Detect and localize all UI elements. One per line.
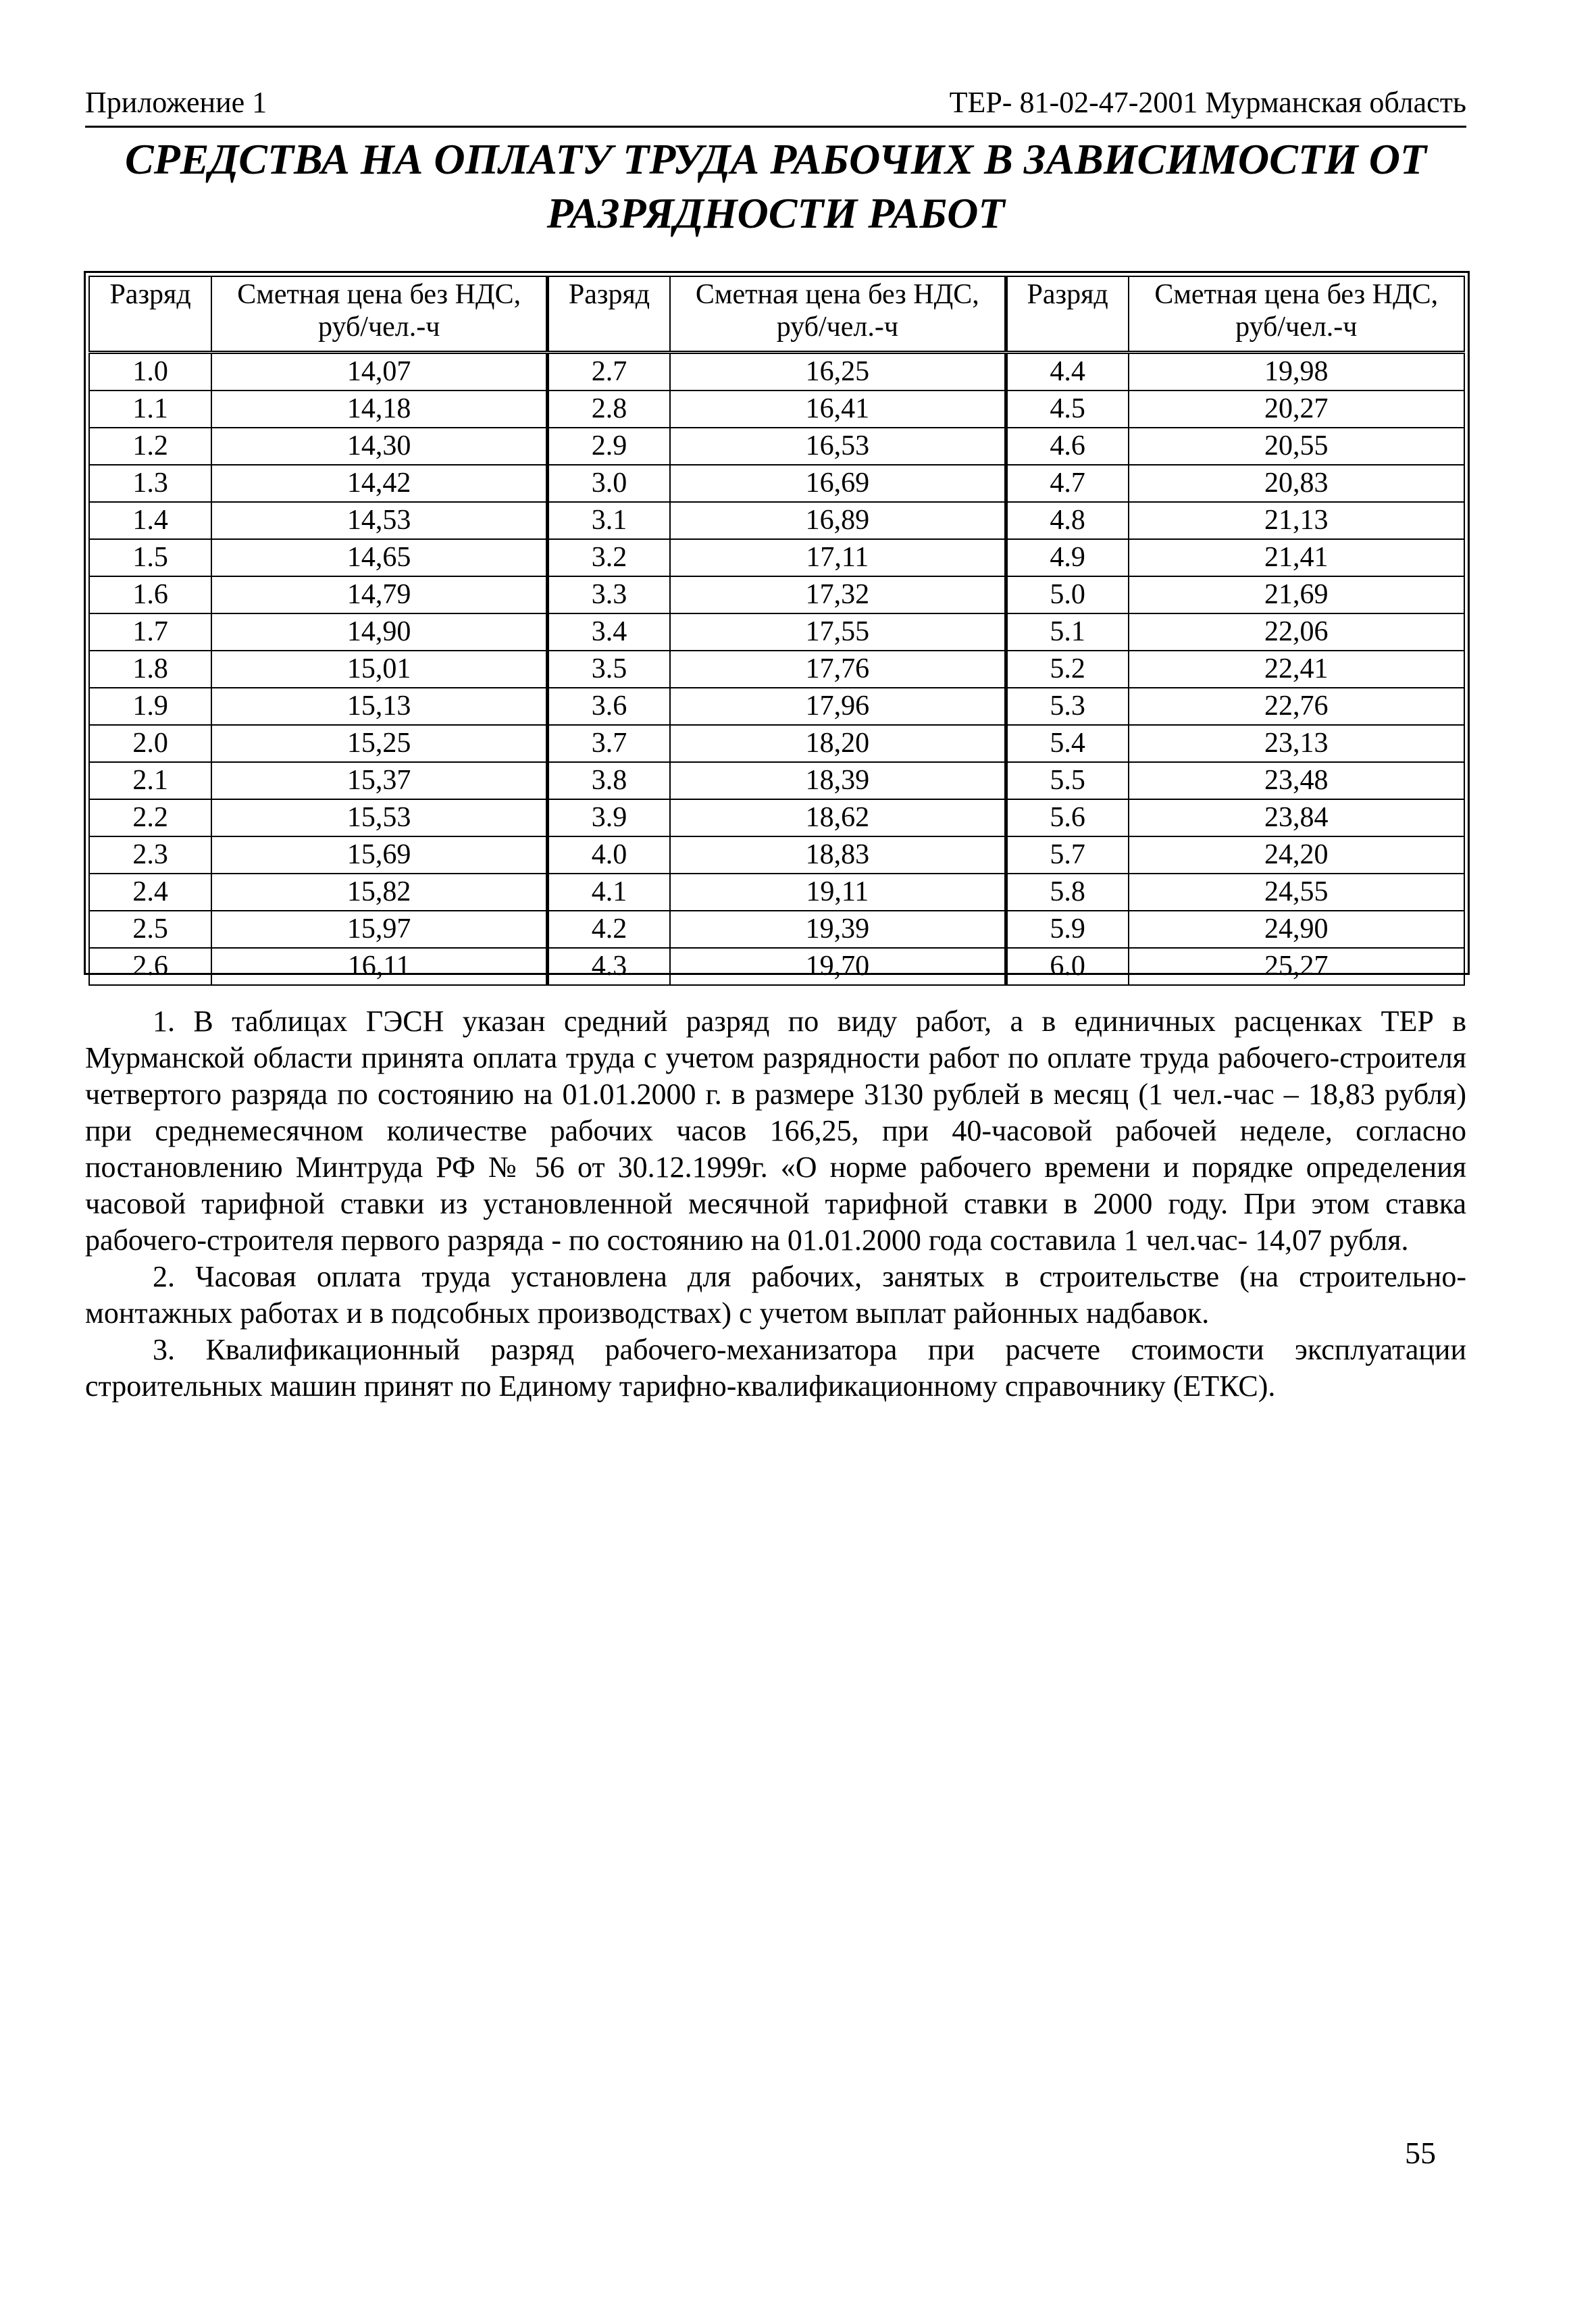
document-code: ТЕР- 81-02-47-2001 Мурманская область [949,86,1466,119]
grade-cell: 4.3 [548,948,670,985]
price-cell: 18,20 [670,725,1006,762]
note-2: 2. Часовая оплата труда установлена для рабочих, занятых в строительстве (на строительно-монтажных работах и в подсобных производствах) с учетом выплат районных надбавок. [85,1260,1466,1330]
grade-cell: 1.1 [89,391,211,428]
grade-cell: 4.8 [1006,502,1128,539]
grade-cell: 2.1 [89,762,211,799]
price-cell: 18,62 [670,799,1006,836]
price-cell: 15,25 [211,725,547,762]
price-cell: 15,37 [211,762,547,799]
table-row [89,502,1464,539]
table-row [89,352,1464,391]
grade-cell: 3.1 [548,502,670,539]
price-cell: 16,11 [211,948,547,985]
table-row [89,799,1464,836]
table-row [89,836,1464,874]
table-row [89,576,1464,613]
table-row [89,911,1464,948]
grade-cell: 3.5 [548,651,670,688]
header-price-3: Сметная цена без НДС, руб/чел.-ч [1129,276,1464,352]
price-cell: 18,83 [670,836,1006,874]
price-cell: 16,25 [670,352,1006,391]
grade-cell: 1.0 [89,352,211,391]
grade-cell: 5.0 [1006,576,1128,613]
price-cell: 14,53 [211,502,547,539]
grade-cell: 4.0 [548,836,670,874]
price-cell: 14,42 [211,465,547,502]
header-grade-2: Разряд [548,276,670,352]
header-grade-3: Разряд [1006,276,1128,352]
price-cell: 19,98 [1129,352,1464,391]
price-cell: 14,90 [211,613,547,651]
grade-cell: 2.8 [548,391,670,428]
price-cell: 19,70 [670,948,1006,985]
grade-cell: 4.5 [1006,391,1128,428]
table-body [89,352,1464,985]
price-cell: 20,55 [1129,428,1464,465]
price-cell: 14,30 [211,428,547,465]
price-cell: 20,83 [1129,465,1464,502]
price-cell: 15,82 [211,874,547,911]
price-cell: 17,55 [670,613,1006,651]
price-cell: 23,84 [1129,799,1464,836]
table-row [89,948,1464,985]
grade-cell: 4.6 [1006,428,1128,465]
notes-section [85,1003,1466,1405]
table-row [89,874,1464,911]
price-cell: 18,39 [670,762,1006,799]
price-cell: 15,97 [211,911,547,948]
table-row [89,539,1464,576]
grade-cell: 1.7 [89,613,211,651]
grade-cell: 4.9 [1006,539,1128,576]
grade-cell: 2.2 [89,799,211,836]
table-row [89,651,1464,688]
appendix-label: Приложение 1 [85,86,267,119]
grade-cell: 2.7 [548,352,670,391]
grade-cell: 1.9 [89,688,211,725]
price-cell: 19,39 [670,911,1006,948]
table-row [89,428,1464,465]
grade-cell: 5.3 [1006,688,1128,725]
table-row [89,391,1464,428]
price-cell: 15,69 [211,836,547,874]
grade-cell: 3.3 [548,576,670,613]
title-line-1: СРЕДСТВА НА ОПЛАТУ ТРУДА РАБОЧИХ В ЗАВИСИМОСТИ ОТ [125,135,1426,183]
price-cell: 17,96 [670,688,1006,725]
grade-cell: 4.7 [1006,465,1128,502]
header-grade-1: Разряд [89,276,211,352]
price-cell: 23,13 [1129,725,1464,762]
note-3: 3. Квалификационный разряд рабочего-механизатора при расчете стоимости эксплуатации строительных машин принят по Единому тарифно-квалификационному справочнику (ЕТКС). [85,1333,1466,1403]
grade-cell: 2.9 [548,428,670,465]
price-cell: 24,90 [1129,911,1464,948]
grade-cell: 4.2 [548,911,670,948]
table-row [89,762,1464,799]
grade-cell: 4.1 [548,874,670,911]
table-header-row [89,276,1464,352]
price-cell: 24,20 [1129,836,1464,874]
price-cell: 15,53 [211,799,547,836]
title-line-2: РАЗРЯДНОСТИ РАБОТ [546,189,1005,237]
grade-cell: 5.8 [1006,874,1128,911]
grade-cell: 1.2 [89,428,211,465]
price-cell: 14,79 [211,576,547,613]
grade-cell: 2.3 [89,836,211,874]
grade-cell: 3.2 [548,539,670,576]
page-title [85,132,1466,241]
header-price-2: Сметная цена без НДС, руб/чел.-ч [670,276,1006,352]
grade-cell: 2.5 [89,911,211,948]
grade-cell: 1.8 [89,651,211,688]
grade-cell: 3.8 [548,762,670,799]
price-cell: 17,32 [670,576,1006,613]
rates-table-frame [84,271,1470,982]
price-cell: 25,27 [1129,948,1464,985]
grade-cell: 4.4 [1006,352,1128,391]
table-row [89,688,1464,725]
page-number: 55 [1405,2136,1436,2170]
price-cell: 16,53 [670,428,1006,465]
rates-table [88,276,1465,986]
grade-cell: 5.4 [1006,725,1128,762]
price-cell: 17,76 [670,651,1006,688]
grade-cell: 5.1 [1006,613,1128,651]
grade-cell: 5.9 [1006,911,1128,948]
grade-cell: 1.3 [89,465,211,502]
price-cell: 14,65 [211,539,547,576]
grade-cell: 5.7 [1006,836,1128,874]
grade-cell: 2.6 [89,948,211,985]
grade-cell: 5.5 [1006,762,1128,799]
price-cell: 17,11 [670,539,1006,576]
price-cell: 22,06 [1129,613,1464,651]
grade-cell: 5.2 [1006,651,1128,688]
grade-cell: 3.9 [548,799,670,836]
table-row [89,613,1464,651]
grade-cell: 1.5 [89,539,211,576]
price-cell: 22,76 [1129,688,1464,725]
price-cell: 14,18 [211,391,547,428]
grade-cell: 3.4 [548,613,670,651]
grade-cell: 5.6 [1006,799,1128,836]
price-cell: 21,41 [1129,539,1464,576]
price-cell: 23,48 [1129,762,1464,799]
table-row [89,725,1464,762]
table-row [89,465,1464,502]
header-price-1: Сметная цена без НДС, руб/чел.-ч [211,276,547,352]
grade-cell: 2.0 [89,725,211,762]
price-cell: 14,07 [211,352,547,391]
price-cell: 16,41 [670,391,1006,428]
grade-cell: 3.6 [548,688,670,725]
price-cell: 21,13 [1129,502,1464,539]
price-cell: 16,89 [670,502,1006,539]
grade-cell: 2.4 [89,874,211,911]
grade-cell: 1.4 [89,502,211,539]
price-cell: 24,55 [1129,874,1464,911]
grade-cell: 1.6 [89,576,211,613]
grade-cell: 3.7 [548,725,670,762]
price-cell: 22,41 [1129,651,1464,688]
grade-cell: 6.0 [1006,948,1128,985]
price-cell: 16,69 [670,465,1006,502]
price-cell: 15,01 [211,651,547,688]
grade-cell: 3.0 [548,465,670,502]
note-1: 1. В таблицах ГЭСН указан средний разряд по виду работ, а в единичных расценках ТЕР в Мурманской области принята оплата труда с учетом разрядности работ по оплате труда рабочего-строителя четвертого разряда по состоянию на 01.01.2000 г. в размере 3130 рублей в месяц (1 чел.-час – 18,83 рубля) при среднемесячном количестве рабочих часов 166,25, при 40-часовой рабочей неделе, согласно постановлению Минтруда РФ № 56 от 30.12.1999г. «О норме рабочего времени и порядке определения часовой тарифной ставки из установленной месячной тарифной ставки в 2000 году. При этом ставка рабочего-строителя первого разряда - по состоянию на 01.01.2000 года составила 1 чел.час- 14,07 рубля. [85,1005,1466,1257]
page-header [85,80,1466,128]
price-cell: 20,27 [1129,391,1464,428]
price-cell: 15,13 [211,688,547,725]
price-cell: 19,11 [670,874,1006,911]
price-cell: 21,69 [1129,576,1464,613]
